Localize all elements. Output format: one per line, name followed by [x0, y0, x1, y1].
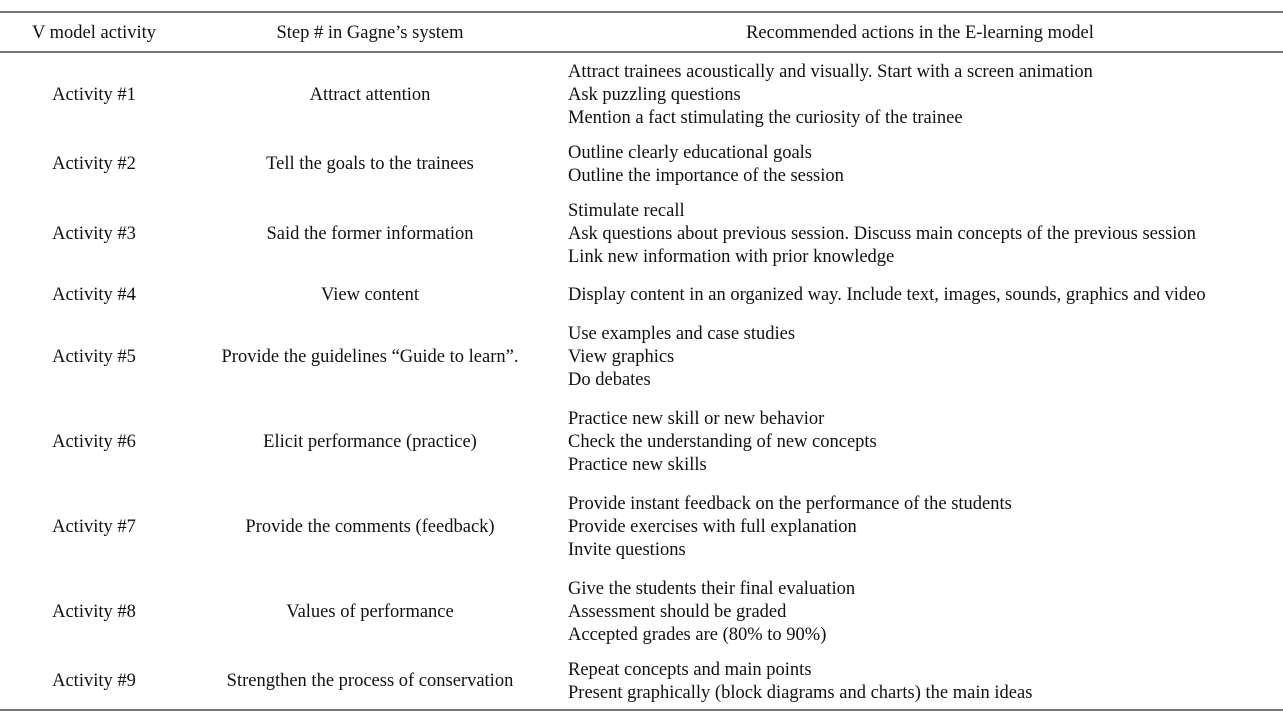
action-item: Do debates: [568, 369, 651, 390]
activity-cell: Activity #4: [52, 284, 136, 305]
action-item: Mention a fact stimulating the curiosity of the trainee: [568, 107, 963, 128]
table-top-rule: [0, 11, 1283, 13]
step-cell: Strengthen the process of conservation: [226, 671, 514, 691]
table-row: [0, 141, 1283, 188]
action-item: Link new information with prior knowledge: [568, 246, 895, 267]
action-item: Give the students their final evaluation: [568, 578, 856, 599]
activity-cell: Activity #7: [52, 516, 136, 537]
actions-cell: [568, 658, 1032, 705]
table-bottom-rule: [0, 709, 1283, 711]
step-cell: Attract attention: [309, 84, 431, 105]
action-item: Provide exercises with full explanation: [568, 516, 857, 537]
actions-cell: [568, 492, 1012, 562]
action-item: Display content in an organized way. Include text, images, sounds, graphics and video: [568, 284, 1206, 305]
table-row: [0, 60, 1283, 130]
actions-cell: [568, 60, 1093, 130]
action-item: Outline the importance of the session: [568, 165, 844, 186]
action-item: Attract trainees acoustically and visually. Start with a screen animation: [568, 61, 1093, 82]
step-cell: Said the former information: [266, 223, 474, 244]
action-item: Invite questions: [568, 539, 686, 560]
header-v-model-activity: V model activity: [32, 23, 156, 43]
action-item: View graphics: [568, 346, 675, 367]
actions-cell: [568, 283, 1206, 307]
actions-cell: [568, 322, 795, 392]
step-cell: Tell the goals to the trainees: [266, 154, 474, 174]
action-item: Repeat concepts and main points: [568, 659, 812, 680]
actions-cell: [568, 577, 855, 647]
action-item: Practice new skill or new behavior: [568, 408, 825, 429]
table-row: [0, 658, 1283, 705]
action-item: Assessment should be graded: [568, 601, 787, 622]
step-cell: Provide the guidelines “Guide to learn”.: [221, 346, 519, 367]
table-row: [0, 283, 1283, 307]
step-cell: View content: [320, 284, 420, 305]
action-item: Present graphically (block diagrams and charts) the main ideas: [568, 682, 1033, 703]
action-item: Outline clearly educational goals: [568, 142, 813, 163]
actions-cell: [568, 407, 877, 477]
action-item: Provide instant feedback on the performance of the students: [568, 493, 1012, 514]
step-cell: Provide the comments (feedback): [245, 516, 495, 537]
activity-cell: Activity #9: [52, 671, 136, 691]
action-item: Practice new skills: [568, 454, 707, 475]
table-row: [0, 407, 1283, 477]
action-item: Ask questions about previous session. Discuss main concepts of the previous session: [568, 223, 1196, 244]
table-row: [0, 492, 1283, 562]
actions-cell: [568, 141, 844, 188]
step-cell: Elicit performance (practice): [263, 431, 477, 452]
table-row: [0, 322, 1283, 392]
header-gagne-step: Step # in Gagne’s system: [276, 23, 464, 43]
table-row: [0, 199, 1283, 269]
action-item: Use examples and case studies: [568, 323, 796, 344]
table-header-rule: [0, 51, 1283, 53]
header-recommended-actions: Recommended actions in the E-learning model: [746, 23, 1094, 43]
activity-cell: Activity #6: [52, 431, 136, 452]
activity-cell: Activity #1: [52, 84, 136, 105]
activity-cell: Activity #8: [52, 601, 136, 622]
table-row: [0, 577, 1283, 647]
activity-cell: Activity #5: [52, 346, 136, 367]
activity-cell: Activity #3: [52, 223, 136, 244]
activity-cell: Activity #2: [52, 154, 136, 174]
step-cell: Values of performance: [286, 601, 454, 622]
action-item: Accepted grades are (80% to 90%): [568, 624, 827, 645]
action-item: Check the understanding of new concepts: [568, 431, 877, 452]
action-item: Ask puzzling questions: [568, 84, 741, 105]
action-item: Stimulate recall: [568, 200, 685, 221]
actions-cell: [568, 199, 1196, 269]
